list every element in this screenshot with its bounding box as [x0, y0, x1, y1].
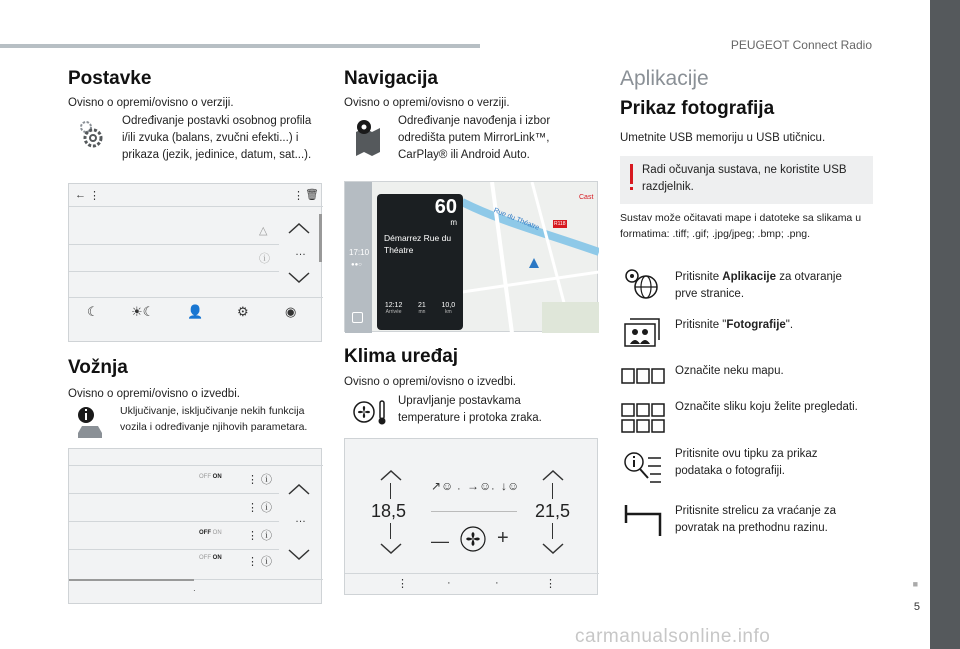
trip-summary: 12:12 Arrivée 21 mn 10,0 km [384, 302, 456, 315]
moon-icon[interactable]: ☾ [87, 304, 99, 319]
menu-dots-icon[interactable]: ⋮ [397, 578, 408, 590]
warning-box [620, 156, 873, 204]
profile-icon[interactable]: 👤 [187, 304, 204, 319]
temp-left: 18,5 [371, 501, 407, 521]
voznja-sub: Ovisno o opremi/ovisno o izvedbi. [68, 388, 240, 400]
menu-dots-icon[interactable]: ⋮ ⓘ [247, 502, 273, 514]
settings-icon[interactable]: ⚙ [237, 304, 249, 319]
step-podaci: Pritisnite ovu tipku za prikaz podataka o fotografiji. [675, 448, 818, 477]
navigation-screen [344, 181, 598, 332]
page-dot: · [193, 586, 196, 595]
menu-dots-icon[interactable]: ⋮ ⓘ [247, 556, 273, 568]
voznja-desc: Uključivanje, isključivanje nekih funkcija vozila i određivanje njihovih parametara. [120, 405, 308, 433]
street-name: Démarrez Rue du Théatre [384, 233, 452, 255]
warning-text: Radi očuvanja sustava, ne koristite USB razdjelnik. [642, 164, 847, 193]
place-label: Cast [579, 194, 594, 201]
info-icon: ⓘ [259, 253, 270, 265]
toggle-switch[interactable]: OFF ON [199, 530, 222, 536]
airflow-face-icon[interactable]: ↗☺ [431, 479, 454, 493]
chevron-up-icon[interactable] [541, 469, 565, 481]
road-label: Rue du Théatre [492, 207, 541, 232]
chevron-up-icon[interactable] [379, 469, 403, 481]
step-mapa: Označite neku mapu. [675, 365, 784, 377]
airflow-feet-icon[interactable]: →☺ [467, 479, 492, 493]
home-button[interactable] [352, 312, 363, 323]
climate-screen [344, 438, 598, 595]
fan-temp-icon [352, 398, 388, 426]
map-view[interactable] [462, 182, 599, 333]
toggle-switch[interactable]: OFF ON [199, 474, 222, 480]
step-povratak: Pritisnite strelicu za vraćanje za povratak na prethodnu razinu. [675, 505, 837, 534]
progress-bar [69, 579, 194, 581]
chevron-down-icon[interactable] [287, 549, 311, 561]
nav-sidebar [345, 182, 372, 333]
navigacija-sub: Ovisno o opremi/ovisno o verziji. [344, 97, 510, 109]
page-dot: · [447, 577, 451, 589]
separator-dot: · [457, 483, 461, 495]
menu-dots-icon[interactable]: ⋮ [545, 578, 556, 590]
usb-intro: Umetnite USB memoriju u USB utičnicu. [620, 132, 826, 144]
info-doc-icon [622, 448, 662, 488]
back-arrow-icon [622, 504, 662, 538]
aplikacije-title: Aplikacije [620, 67, 709, 90]
chevron-down-icon[interactable] [541, 543, 565, 555]
airflow-floor-icon[interactable]: ↓☺ [501, 479, 520, 493]
clock: 17:10 [349, 248, 370, 257]
fan-increase-button[interactable]: + [497, 527, 509, 549]
klima-title: Klima uređaj [344, 346, 459, 367]
menu-dots-icon[interactable]: ⋮ ⓘ [247, 474, 273, 486]
page-header: PEUGEOT Connect Radio [730, 38, 872, 52]
scrollbar[interactable] [319, 214, 322, 262]
menu-dots-icon[interactable]: ⋮ [89, 190, 100, 202]
voznja-title: Vožnja [68, 357, 128, 378]
map-icon [354, 118, 384, 156]
navigacija-title: Navigacija [344, 68, 438, 89]
guidance-panel [377, 194, 463, 330]
prikaz-fotografija-title: Prikaz fotografija [620, 98, 775, 119]
info-car-icon [74, 405, 106, 441]
step-aplikacije: Pritisnite Aplikacije za otvaranje prve stranice. [675, 271, 842, 300]
postavke-sub: Ovisno o opremi/ovisno o verziji. [68, 97, 234, 109]
back-arrow-icon[interactable]: ← [75, 189, 86, 201]
page-dot: · [495, 577, 499, 589]
chevron-down-icon[interactable] [287, 272, 311, 284]
chevron-up-icon[interactable] [287, 483, 311, 495]
postavke-title: Postavke [68, 68, 152, 89]
fan-icon [459, 525, 487, 553]
driving-screen [68, 448, 322, 604]
more-icon[interactable]: … [295, 246, 306, 258]
folder-grid-icon [621, 368, 665, 384]
klima-desc: Upravljanje postavkama temperature i protoka zraka. [398, 395, 542, 424]
page-number: 5 [913, 601, 920, 613]
temp-right: 21,5 [535, 501, 571, 521]
image-grid-icon [621, 403, 665, 433]
top-divider [0, 44, 480, 48]
side-band [930, 0, 960, 649]
step-slika: Označite sliku koju želite pregledati. [675, 401, 858, 413]
gear-icon [76, 118, 106, 150]
trash-icon[interactable]: 🗑 [305, 189, 319, 201]
road-number: R118 [554, 221, 566, 227]
distance-unit: m [450, 218, 457, 227]
formats-text: Sustav može očitavati mape i datoteke sa slikama u formatima: .tiff; .gif; .jpg/jpeg; .bmp; .png. [620, 212, 862, 240]
end-mark: ■ [912, 579, 918, 589]
location-icon[interactable]: ◉ [285, 304, 297, 319]
day-night-icon[interactable]: ☀☾ [131, 304, 155, 319]
menu-dots-icon[interactable]: ⋮ ⓘ [247, 530, 273, 542]
chevron-down-icon[interactable] [379, 543, 403, 555]
distance: 60 [434, 196, 457, 218]
more-icon[interactable]: … [295, 513, 306, 525]
postavke-desc: Određivanje postavki osobnog profila i/ili zvuka (balans, zvučni efekti...) i prikaza (jezik, jedinice, datum, sat...). [122, 115, 312, 161]
separator-dot: · [491, 483, 495, 495]
signal-icon: ●●○ [351, 262, 362, 268]
navigacija-desc: Određivanje navođenja i izbor odredišta putem MirrorLink™, CarPlay® ili Android Auto. [398, 115, 551, 161]
photos-icon [624, 318, 660, 348]
menu-dots-icon[interactable]: ⋮ [293, 190, 304, 202]
settings-screen [68, 183, 322, 342]
watermark: carmanualsonline.info [575, 626, 771, 647]
toggle-switch[interactable]: OFF ON [199, 555, 222, 561]
klima-sub: Ovisno o opremi/ovisno o izvedbi. [344, 376, 516, 388]
fan-decrease-button[interactable]: — [431, 531, 449, 551]
globe-icon [624, 268, 660, 302]
step-fotografije: Pritisnite "Fotografije". [675, 319, 794, 331]
triangle-icon: △ [259, 225, 268, 237]
chevron-up-icon[interactable] [287, 222, 311, 234]
